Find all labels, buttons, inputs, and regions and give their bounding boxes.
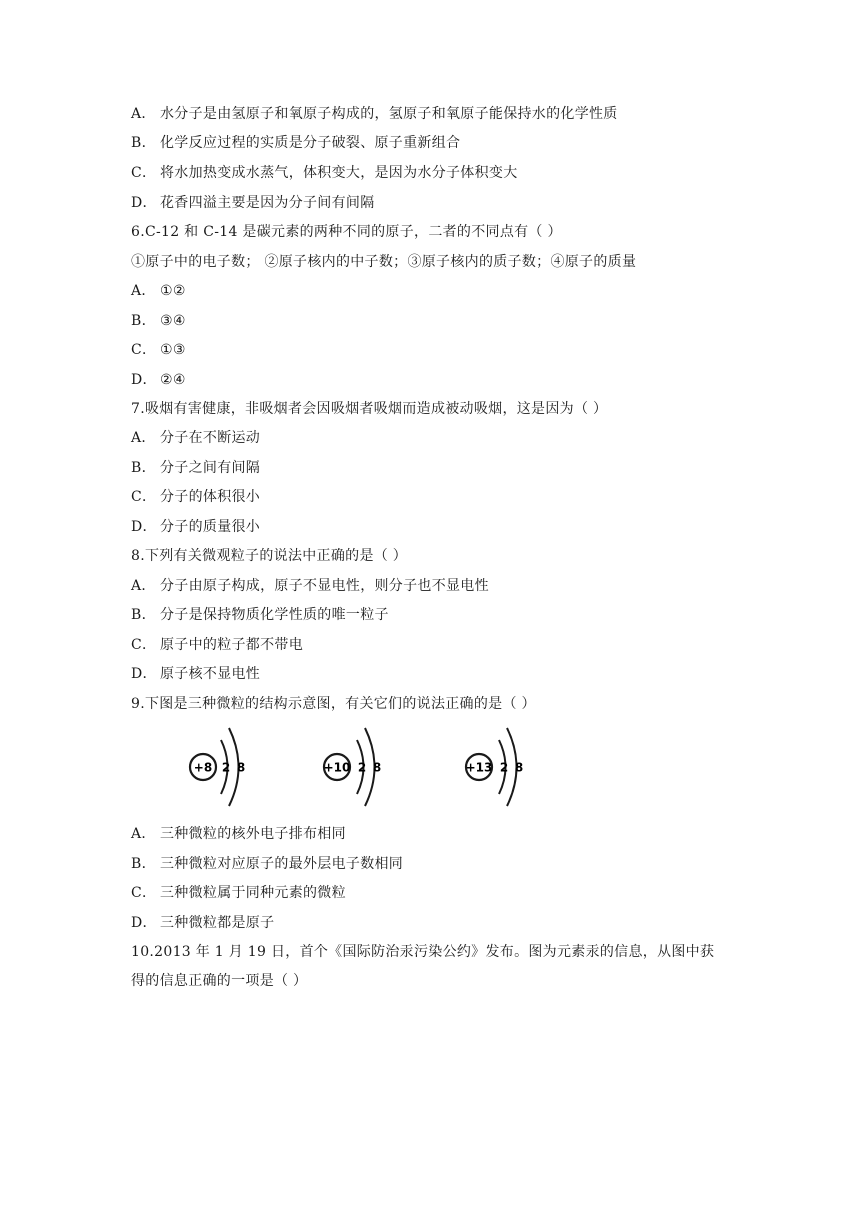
q7-option-c[interactable]	[131, 487, 260, 507]
particle-diagram-1	[186, 722, 256, 812]
q6-statements: ①原子中的电子数； ②原子核内的中子数；③原子核内的质子数；④原子的质量	[131, 254, 637, 270]
option-letter: D．	[131, 666, 157, 682]
option-text: 三种微粒属于同种元素的微粒	[160, 885, 346, 901]
q10-stem-line-1: 10.2013 年 1 月 19 日，首个《国际防治汞污染公约》发布。图为元素汞的信息，从图中获	[131, 944, 715, 960]
shell-2-electrons: 8	[514, 760, 524, 775]
particle-diagram-2	[320, 722, 390, 812]
q6-stem: 6.C-12 和 C-14 是碳元素的两种不同的原子，二者的不同点有（ ）	[131, 224, 562, 240]
option-text: 水分子是由氢原子和氧原子构成的，氢原子和氧原子能保持水的化学性质	[160, 106, 618, 122]
q5-option-a[interactable]	[131, 104, 618, 124]
option-letter: B．	[131, 607, 156, 623]
q6-option-a[interactable]	[131, 281, 186, 301]
option-letter: D．	[131, 915, 157, 931]
q6-option-b[interactable]	[131, 311, 186, 331]
q6-option-d[interactable]	[131, 370, 186, 390]
q9-option-a[interactable]	[131, 824, 346, 844]
option-letter: B．	[131, 313, 156, 329]
option-letter: A．	[131, 283, 156, 299]
atom-structure-icon	[186, 722, 256, 812]
option-text: ①③	[160, 342, 186, 358]
shell-1-electrons: 2	[357, 760, 367, 775]
option-letter: D．	[131, 519, 157, 535]
q9-stem: 9.下图是三种微粒的结构示意图，有关它们的说法正确的是（ ）	[131, 696, 536, 712]
option-text: 原子中的粒子都不带电	[160, 637, 303, 653]
option-letter: B．	[131, 460, 156, 476]
option-letter: A．	[131, 430, 156, 446]
option-letter: C．	[131, 165, 157, 181]
q8-option-b[interactable]	[131, 605, 389, 625]
q8-stem: 8.下列有关微观粒子的说法中正确的是（ ）	[131, 548, 408, 564]
option-text: 分子的质量很小	[160, 519, 261, 535]
q5-option-d[interactable]	[131, 193, 375, 213]
q6-option-c[interactable]	[131, 340, 186, 360]
option-text: 分子是保持物质化学性质的唯一粒子	[160, 607, 389, 623]
option-letter: B．	[131, 135, 156, 151]
q8-option-c[interactable]	[131, 635, 303, 655]
q7-stem: 7.吸烟有害健康，非吸烟者会因吸烟者吸烟而造成被动吸烟，这是因为（ ）	[131, 401, 608, 417]
option-text: 分子之间有间隔	[160, 460, 261, 476]
option-letter: A．	[131, 578, 156, 594]
shell-1-electrons: 2	[221, 760, 231, 775]
atom-structure-icon	[462, 722, 532, 812]
shell-1-electrons: 2	[499, 760, 509, 775]
q10-stem-line-2: 得的信息正确的一项是（ ）	[131, 973, 308, 989]
option-text: 分子在不断运动	[160, 430, 261, 446]
q9-option-d[interactable]	[131, 913, 274, 933]
option-text: 原子核不显电性	[160, 666, 261, 682]
option-text: ①②	[160, 283, 186, 299]
q7-option-d[interactable]	[131, 517, 260, 537]
q5-option-b[interactable]	[131, 133, 460, 153]
shell-2-electrons: 8	[236, 760, 246, 775]
nucleus-charge: +10	[323, 760, 351, 775]
option-letter: B．	[131, 856, 156, 872]
option-text: 化学反应过程的实质是分子破裂、原子重新组合	[160, 135, 461, 151]
q8-option-a[interactable]	[131, 576, 489, 596]
option-letter: D．	[131, 372, 157, 388]
particle-diagram-3	[462, 722, 532, 812]
option-letter: A．	[131, 826, 156, 842]
option-text: 分子的体积很小	[160, 489, 261, 505]
option-letter: A．	[131, 106, 156, 122]
option-text: 将水加热变成水蒸气，体积变大，是因为水分子体积变大	[160, 165, 518, 181]
q5-option-c[interactable]	[131, 163, 518, 183]
option-text: 三种微粒的核外电子排布相同	[160, 826, 346, 842]
option-letter: C．	[131, 342, 157, 358]
q7-option-a[interactable]	[131, 428, 260, 448]
nucleus-charge: +8	[193, 760, 213, 775]
atom-structure-icon	[320, 722, 390, 812]
option-letter: C．	[131, 637, 157, 653]
option-text: 三种微粒对应原子的最外层电子数相同	[160, 856, 404, 872]
q7-option-b[interactable]	[131, 458, 260, 478]
shell-2-electrons: 8	[372, 760, 382, 775]
nucleus-charge: +13	[465, 760, 493, 775]
option-text: 花香四溢主要是因为分子间有间隔	[160, 195, 375, 211]
q8-option-d[interactable]	[131, 664, 260, 684]
option-letter: D．	[131, 195, 157, 211]
option-text: ②④	[160, 372, 186, 388]
option-letter: C．	[131, 489, 157, 505]
option-text: 三种微粒都是原子	[160, 915, 275, 931]
option-letter: C．	[131, 885, 157, 901]
option-text: 分子由原子构成，原子不显电性，则分子也不显电性	[160, 578, 489, 594]
option-text: ③④	[160, 313, 186, 329]
q9-option-b[interactable]	[131, 854, 403, 874]
q9-option-c[interactable]	[131, 883, 346, 903]
